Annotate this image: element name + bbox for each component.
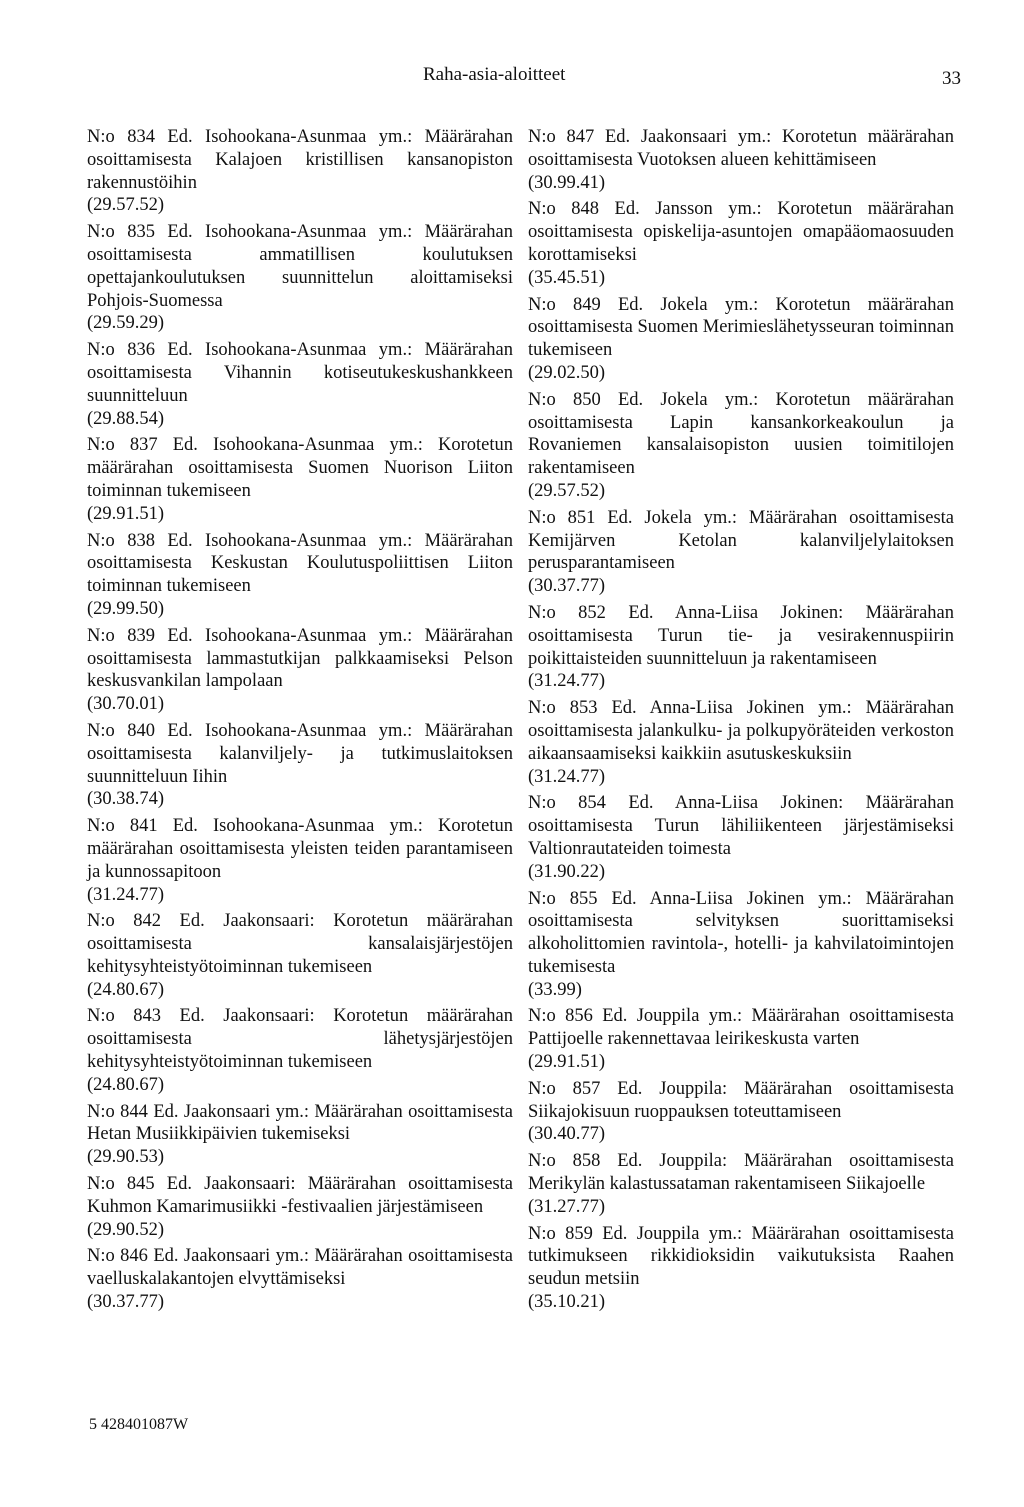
entry-reference: (30.37.77) [87,1292,165,1313]
entry-reference: (35.10.21) [528,1292,606,1313]
entry-text: N:o 854 Ed. Anna-Liisa Jokinen: Määrärahan osoittamisesta Turun lähiliikenteen järjestämiseksi Valtionrautateiden toimesta [528,793,954,859]
list-item [87,720,513,811]
entry-text: N:o 844 Ed. Jaakonsaari ym.: Määrärahan osoittamisesta Hetan Musiikkipäivien tukemiseksi [87,1101,513,1145]
entry-text: N:o 850 Ed. Jokela ym.: Korotetun määrärahan osoittamisesta Lapin kansankorkeakoulun ja Rovaniemen kansalaisopiston uusien toimitilojen rakentamiseen [528,389,954,479]
entry-text: N:o 839 Ed. Isohookana-Asunmaa ym.: Määrärahan osoittamisesta lammastutkijan palkkaamiseksi Pelson keskusvankilan lampolaan [87,625,513,692]
list-item [87,1005,513,1096]
list-item [87,1173,513,1241]
list-item [87,434,513,525]
entry-text: N:o 849 Ed. Jokela ym.: Korotetun määrärahan osoittamisesta Suomen Merimieslähetysseuran toiminnan tukemiseen [528,294,954,361]
entry-reference: (31.24.77) [528,766,606,787]
entry-reference: (31.27.77) [528,1196,606,1217]
entry-reference: (29.57.52) [528,480,606,501]
print-code: 5 428401087W [89,1416,189,1433]
entry-text: N:o 838 Ed. Isohookana-Asunmaa ym.: Määrärahan osoittamisesta Keskustan Koulutuspoliittisen Liiton toiminnan tukemiseen [87,530,513,597]
entry-text: N:o 845 Ed. Jaakonsaari: Määrärahan osoittamisesta Kuhmon Kamarimusiikki -festivaalien järjestämiseen [87,1174,513,1217]
entry-text: N:o 834 Ed. Isohookana-Asunmaa ym.: Määrärahan osoittamisesta Kalajoen kristillisen kansanopiston rakennustöihin [87,127,513,193]
entry-text: N:o 842 Ed. Jaakonsaari: Korotetun määrärahan osoittamisesta kansalaisjärjestöjen kehitysyhteistyötoiminnan tukemiseen [87,911,513,977]
page-number: 33 [942,68,961,89]
list-item [528,602,954,693]
entry-text: N:o 855 Ed. Anna-Liisa Jokinen ym.: Määrärahan osoittamisesta selvityksen suorittamiseksi alkoholittomien ravintola-, hotelli- ja kahvilatoimintojen tukemisesta [528,888,954,977]
list-item [528,697,954,788]
list-item [87,221,513,335]
entry-text: N:o 847 Ed. Jaakonsaari ym.: Korotetun määrärahan osoittamisesta Vuotoksen alueen kehittämiseen [528,127,954,170]
list-item [87,530,513,621]
list-item [87,625,513,716]
entry-reference: (29.91.51) [528,1052,606,1073]
entry-text: N:o 840 Ed. Isohookana-Asunmaa ym.: Määrärahan osoittamisesta kalanviljely- ja tutkimuslaitoksen suunnitteluun Iihin [87,720,513,787]
entry-reference: (29.90.53) [87,1147,165,1168]
entry-reference: (31.24.77) [87,884,165,905]
left-column [87,126,513,1318]
list-item [528,792,954,883]
list-item [528,1223,954,1314]
entry-reference: (24.80.67) [87,979,165,1000]
entry-reference: (29.88.54) [87,408,165,429]
entry-text: N:o 859 Ed. Jouppila ym.: Määrärahan osoittamisesta tutkimukseen rikkidioksidin vaikutuksista Raahen seudun metsiin [528,1223,954,1290]
entry-text: N:o 848 Ed. Jansson ym.: Korotetun määrärahan osoittamisesta opiskelija-asuntojen omapääomaosuuden korottamiseksi [528,199,954,265]
list-item [87,910,513,1001]
running-header-title: Raha-asia-aloitteet [423,64,566,85]
entry-reference: (29.99.50) [87,598,165,619]
list-item [528,888,954,1002]
entry-reference: (29.90.52) [87,1219,165,1240]
entry-text: N:o 852 Ed. Anna-Liisa Jokinen: Määrärahan osoittamisesta Turun tie- ja vesirakennuspiirin poikittaisteiden suunnitteluun ja rakentamiseen [528,602,954,669]
list-item [528,198,954,289]
entry-reference: (29.91.51) [87,503,165,524]
list-item [528,389,954,503]
entry-reference: (30.99.41) [528,172,606,193]
entry-text: N:o 846 Ed. Jaakonsaari ym.: Määrärahan osoittamisesta vaelluskalakantojen elvyttämiseksi [87,1246,513,1290]
list-item [87,1101,513,1169]
entry-text: N:o 856 Ed. Jouppila ym.: Määrärahan osoittamisesta Pattijoelle rakennettavaa leirikeskusta varten [528,1006,954,1050]
entry-text: N:o 857 Ed. Jouppila: Määrärahan osoittamisesta Siikajokisuun ruoppauksen toteuttamiseen [528,1078,954,1122]
list-item [528,1150,954,1218]
entry-text: N:o 836 Ed. Isohookana-Asunmaa ym.: Määrärahan osoittamisesta Vihannin kotiseutukeskushankkeen suunnitteluun [87,340,513,406]
entry-reference: (33.99) [528,979,582,1000]
entry-reference: (31.24.77) [528,671,606,692]
entry-text: N:o 858 Ed. Jouppila: Määrärahan osoittamisesta Merikylän kalastussataman rakentamiseen Siikajoelle [528,1151,954,1195]
entry-reference: (30.40.77) [528,1124,606,1145]
entry-reference: (29.02.50) [528,362,606,383]
entry-text: N:o 835 Ed. Isohookana-Asunmaa ym.: Määrärahan osoittamisesta ammatillisen koulutuksen opettajankoulutuksen suunnittelun aloittamiseksi Pohjois-Suomessa [87,222,513,311]
list-item [87,126,513,217]
list-item [528,1078,954,1146]
list-item [528,126,954,194]
list-item [87,815,513,906]
entry-reference: (30.37.77) [528,576,606,597]
entry-text: N:o 843 Ed. Jaakonsaari: Korotetun määrärahan osoittamisesta lähetysjärjestöjen kehitysyhteistyötoiminnan tukemiseen [87,1006,513,1073]
entry-reference: (24.80.67) [87,1074,165,1095]
right-column [528,126,954,1318]
list-item [528,294,954,385]
entry-reference: (29.59.29) [87,313,165,334]
list-item [87,1245,513,1313]
entry-reference: (30.70.01) [87,694,165,715]
entry-text: N:o 841 Ed. Isohookana-Asunmaa ym.: Korotetun määrärahan osoittamisesta yleisten teiden parantamiseen ja kunnossapitoon [87,816,513,882]
entry-reference: (31.90.22) [528,861,606,882]
entry-reference: (35.45.51) [528,267,606,288]
list-item [87,339,513,430]
entry-reference: (30.38.74) [87,789,165,810]
list-item [528,1005,954,1073]
entry-text: N:o 853 Ed. Anna-Liisa Jokinen ym.: Määrärahan osoittamisesta jalankulku- ja polkupyöräteiden verkoston aikaansaamiseksi kaikkiin asutuskeskuksiin [528,698,954,764]
entry-text: N:o 851 Ed. Jokela ym.: Määrärahan osoittamisesta Kemijärven Ketolan kalanviljelylaitoksen perusparantamiseen [528,507,954,574]
entry-text: N:o 837 Ed. Isohookana-Asunmaa ym.: Korotetun määrärahan osoittamisesta Suomen Nuorison Liiton toiminnan tukemiseen [87,435,513,501]
entry-reference: (29.57.52) [87,195,165,216]
list-item [528,507,954,598]
